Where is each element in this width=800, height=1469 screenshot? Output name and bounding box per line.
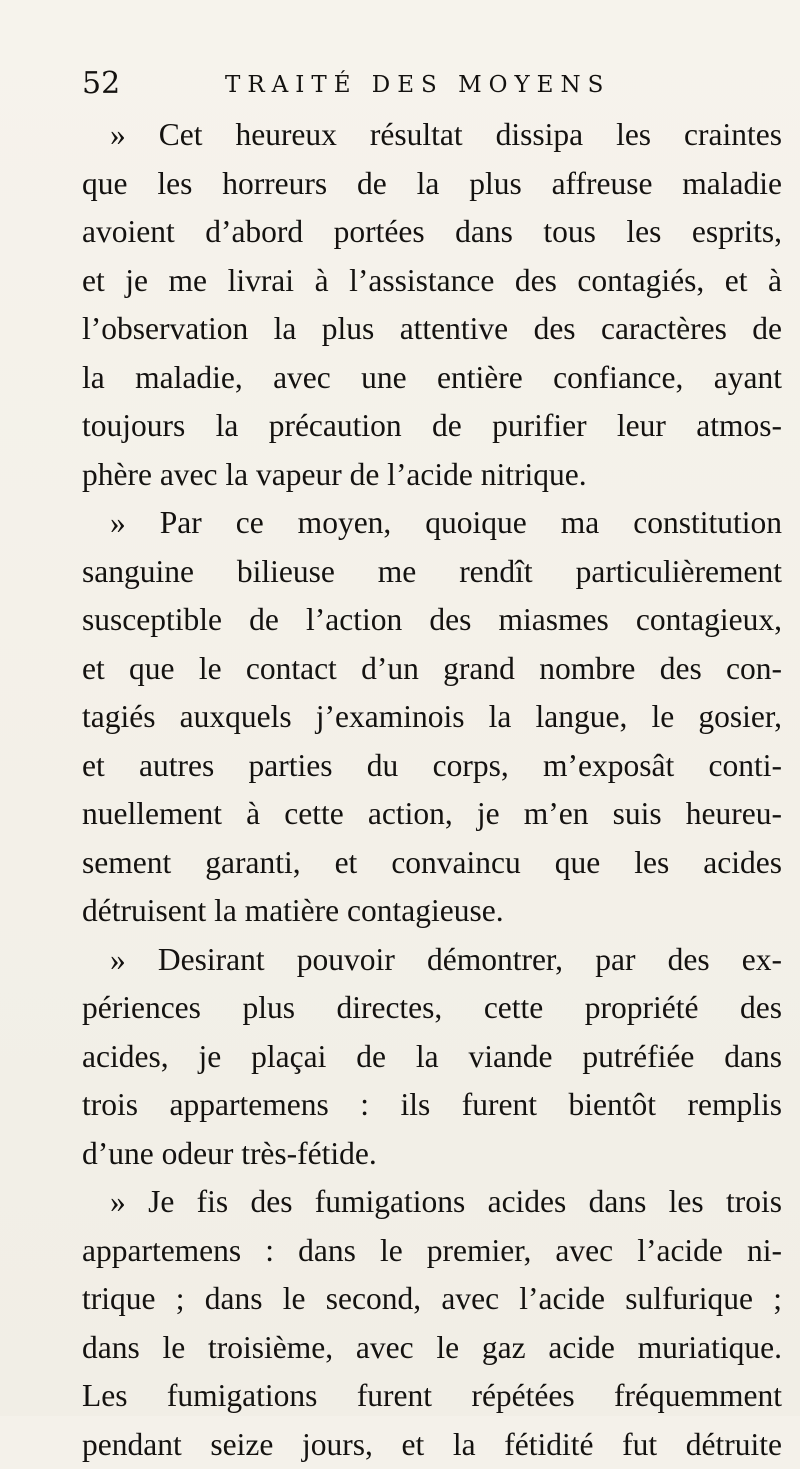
text-line: et autres parties du corps, m’exposât conti- <box>82 742 782 791</box>
text-line: » Par ce moyen, quoique ma constitution <box>82 499 782 548</box>
text-line: et je me livrai à l’assistance des contagiés, et à <box>82 257 782 306</box>
text-line: sanguine bilieuse me rendît particulièrement <box>82 548 782 597</box>
text-line: la maladie, avec une entière confiance, ayant <box>82 354 782 403</box>
text-line: phère avec la vapeur de l’acide nitrique. <box>82 451 782 500</box>
text-line: » Cet heureux résultat dissipa les craintes <box>82 111 782 160</box>
text-line: nuellement à cette action, je m’en suis heureu- <box>82 790 782 839</box>
page-number: 52 <box>82 64 120 104</box>
text-line: appartemens : dans le premier, avec l’acide ni- <box>82 1227 782 1276</box>
running-head: TRAITÉ DES MOYENS <box>225 66 610 104</box>
text-line: sement garanti, et convaincu que les acides <box>82 839 782 888</box>
text-line: que les horreurs de la plus affreuse maladie <box>82 160 782 209</box>
text-line: » Desirant pouvoir démontrer, par des ex- <box>82 936 782 985</box>
text-line: dans le troisième, avec le gaz acide muriatique. <box>82 1324 782 1373</box>
page-header <box>82 64 722 104</box>
text-line: toujours la précaution de purifier leur atmos- <box>82 402 782 451</box>
text-line: Les fumigations furent répétées fréquemment <box>82 1372 782 1421</box>
text-line: trique ; dans le second, avec l’acide sulfurique ; <box>82 1275 782 1324</box>
text-line: d’une odeur très-fétide. <box>82 1130 782 1179</box>
body-text <box>82 111 782 1469</box>
text-line: susceptible de l’action des miasmes contagieux, <box>82 596 782 645</box>
text-line: et que le contact d’un grand nombre des con- <box>82 645 782 694</box>
text-line: détruisent la matière contagieuse. <box>82 887 782 936</box>
text-line: avoient d’abord portées dans tous les esprits, <box>82 208 782 257</box>
text-line: tagiés auxquels j’examinois la langue, le gosier, <box>82 693 782 742</box>
text-line: acides, je plaçai de la viande putréfiée dans <box>82 1033 782 1082</box>
text-line: l’observation la plus attentive des caractères de <box>82 305 782 354</box>
text-line: pendant seize jours, et la fétidité fut détruite <box>82 1421 782 1469</box>
text-line: périences plus directes, cette propriété des <box>82 984 782 1033</box>
text-line: » Je fis des fumigations acides dans les trois <box>82 1178 782 1227</box>
text-line: trois appartemens : ils furent bientôt remplis <box>82 1081 782 1130</box>
